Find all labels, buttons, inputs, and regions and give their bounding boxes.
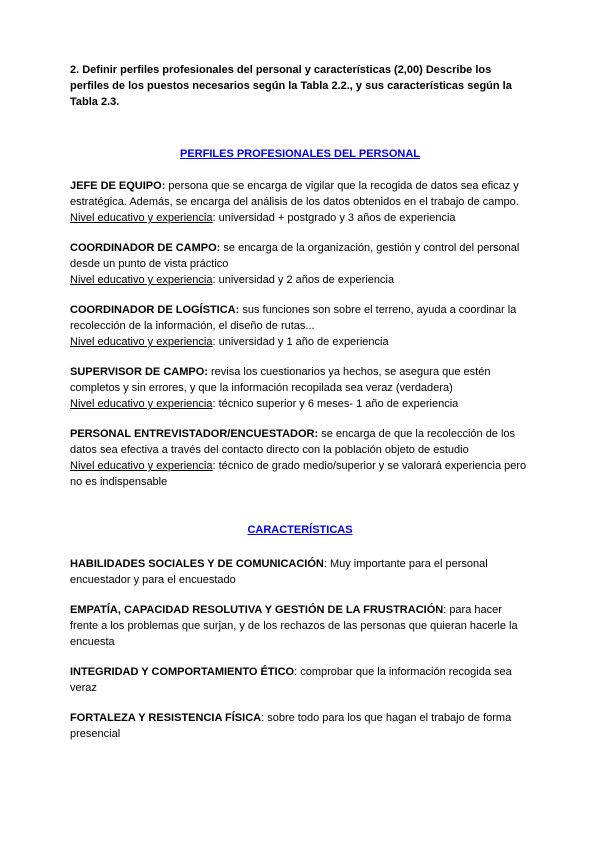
- characteristic-name: EMPATÍA, CAPACIDAD RESOLUTIVA Y GESTIÓN DE LA FRUSTRACIÓN: [70, 604, 444, 616]
- profile-name: JEFE DE EQUIPO:: [70, 180, 166, 192]
- intro-paragraph: 2. Definir perfiles profesionales del personal y características (2,00) Describe los perfiles de los puestos necesarios según la Tabla 2.2., y sus características según la Tabla 2.3.: [70, 64, 512, 108]
- education-text: : universidad + postgrado y 3 años de experiencia: [212, 212, 456, 224]
- characteristic-block-fortaleza: [70, 710, 530, 742]
- profile-description: se encarga de la organización, gestión y control del personal desde un punto de vista práctico: [70, 242, 520, 270]
- education-text: : universidad y 1 año de experiencia: [212, 336, 389, 348]
- characteristic-description: : Muy importante para el personal encuestador y para el encuestado: [70, 558, 488, 586]
- education-label: Nivel educativo y experiencia: [70, 398, 213, 410]
- education-text: : técnico de grado medio/superior y se valorará experiencia pero no es indispensable: [70, 460, 527, 488]
- education-text: : universidad y 2 años de experiencia: [212, 274, 395, 286]
- profile-block-coordinador-logistica: [70, 302, 530, 350]
- characteristic-description: : sobre todo para los que hagan el trabajo de forma presencial: [70, 712, 512, 740]
- profile-name: COORDINADOR DE CAMPO:: [70, 242, 221, 254]
- profile-name: COORDINADOR DE LOGÍSTICA:: [70, 304, 240, 316]
- characteristic-block-integridad: [70, 664, 530, 696]
- characteristic-block-empatia: [70, 602, 530, 650]
- profile-block-coordinador-campo: [70, 240, 530, 288]
- profile-block-jefe-de-equipo: [70, 178, 530, 226]
- education-label: Nivel educativo y experiencia: [70, 460, 213, 472]
- characteristic-name: FORTALEZA Y RESISTENCIA FÍSICA: [70, 712, 262, 724]
- characteristic-description: : para hacer frente a los problemas que surjan, y de los rechazos de las personas que quieran hacerle la encuesta: [70, 604, 518, 648]
- characteristic-description: : comprobar que la información recogida sea veraz: [70, 666, 512, 694]
- characteristic-name: HABILIDADES SOCIALES Y DE COMUNICACIÓN: [70, 558, 324, 570]
- education-label: Nivel educativo y experiencia: [70, 336, 213, 348]
- heading-profiles: PERFILES PROFESIONALES DEL PERSONAL: [180, 148, 420, 160]
- profile-name: SUPERVISOR DE CAMPO:: [70, 366, 208, 378]
- education-text: : técnico superior y 6 meses- 1 año de experiencia: [212, 398, 459, 410]
- education-label: Nivel educativo y experiencia: [70, 274, 213, 286]
- education-label: Nivel educativo y experiencia: [70, 212, 213, 224]
- profile-description: persona que se encarga de vigilar que la recogida de datos sea eficaz y estratégica. Además, se encarga del análisis de los datos obtenidos en el trabajo de campo.: [70, 180, 519, 208]
- profile-description: se encarga de que la recolección de los datos sea efectiva a través del contacto directo con la población objeto de estudio: [70, 428, 516, 456]
- characteristic-block-habilidades: [70, 556, 530, 588]
- profile-description: sus funciones son sobre el terreno, ayuda a coordinar la recolección de la información, el diseño de rutas...: [70, 304, 517, 332]
- profile-block-supervisor-campo: [70, 364, 530, 412]
- profile-block-personal-entrevistador: [70, 426, 530, 490]
- characteristic-name: INTEGRIDAD Y COMPORTAMIENTO ÉTICO: [70, 666, 295, 678]
- profile-description: revisa los cuestionarios ya hechos, se asegura que estén completos y sin errores, y que la información recopilada sea veraz (verdadera): [70, 366, 491, 394]
- heading-characteristics: CARACTERÍSTICAS: [247, 524, 353, 536]
- profile-name: PERSONAL ENTREVISTADOR/ENCUESTADOR:: [70, 428, 319, 440]
